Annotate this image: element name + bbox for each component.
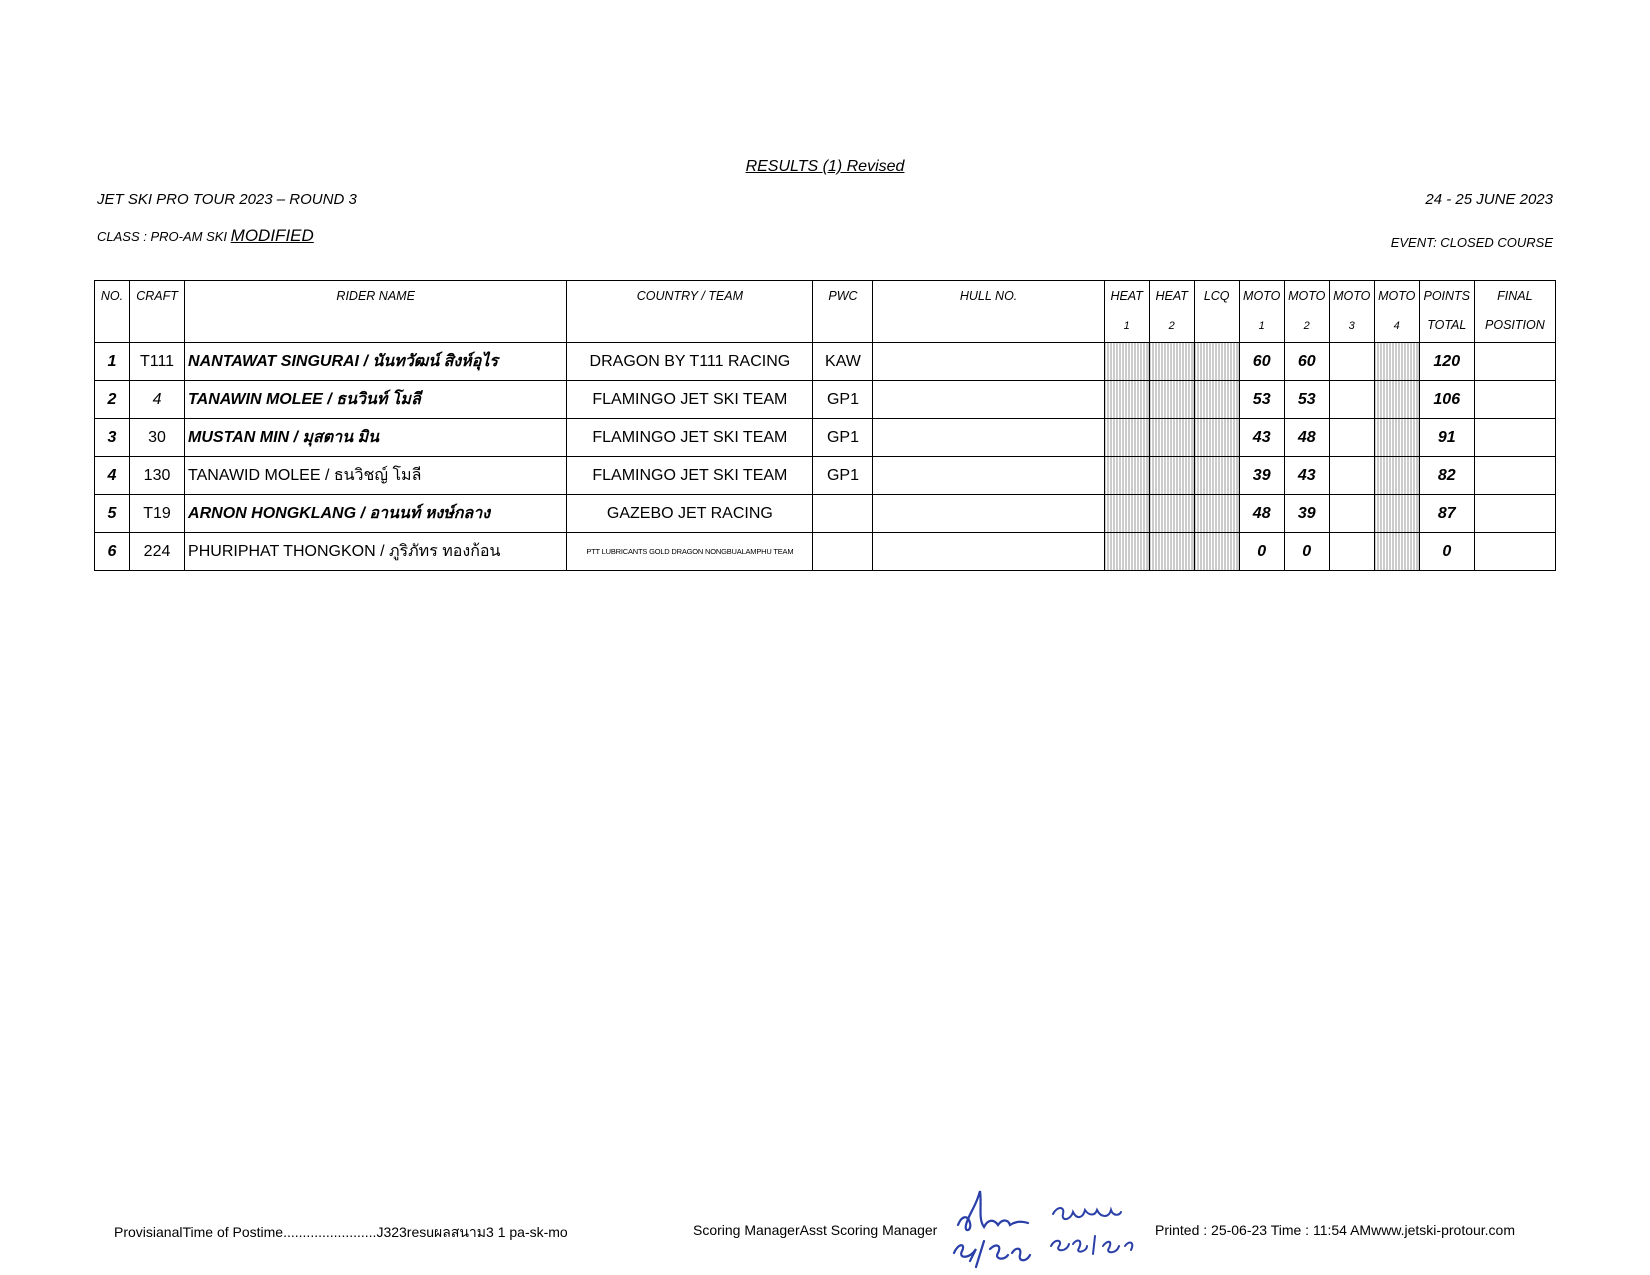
cell-craft: T19 xyxy=(130,495,185,533)
cell-no: 4 xyxy=(95,457,130,495)
col-header-sublabel: 4 xyxy=(1393,320,1400,332)
cell-team: FLAMINGO JET SKI TEAM xyxy=(567,381,813,419)
cell-team: PTT LUBRICANTS GOLD DRAGON NONGBUALAMPHU TEAM xyxy=(567,533,813,571)
table-row xyxy=(95,457,1556,495)
cell-moto-3 xyxy=(1329,533,1374,571)
cell-pwc: GP1 xyxy=(813,457,873,495)
header-row xyxy=(95,281,1556,343)
col-header-label: CRAFT xyxy=(136,289,178,303)
col-header-pwc xyxy=(813,281,873,343)
cell-moto-1: 0 xyxy=(1239,533,1284,571)
col-header-moto-1 xyxy=(1239,281,1284,343)
col-header-label: COUNTRY / TEAM xyxy=(636,289,743,303)
cell-rider-name: MUSTAN MIN / มุสตาน มิน xyxy=(185,419,567,457)
col-header-craft xyxy=(130,281,185,343)
cell-no: 6 xyxy=(95,533,130,571)
col-header-hull-no xyxy=(873,281,1104,343)
col-header-label: NO. xyxy=(100,289,124,303)
col-header-sublabel: 3 xyxy=(1348,320,1355,332)
table-row xyxy=(95,495,1556,533)
col-header-moto-2 xyxy=(1284,281,1329,343)
cell-points-total: 106 xyxy=(1419,381,1474,419)
cell-points-total: 120 xyxy=(1419,343,1474,381)
cell-lcq xyxy=(1194,343,1239,381)
cell-heat-2 xyxy=(1149,457,1194,495)
cell-heat-2 xyxy=(1149,495,1194,533)
cell-craft: 224 xyxy=(130,533,185,571)
results-table xyxy=(94,280,1556,571)
cell-moto-2: 48 xyxy=(1284,419,1329,457)
event-type: EVENT: CLOSED COURSE xyxy=(1390,235,1553,250)
cell-pwc xyxy=(813,533,873,571)
cell-moto-2: 39 xyxy=(1284,495,1329,533)
footer-printed: Printed : 25-06-23 Time : 11:54 AMwww.jetski-protour.com xyxy=(1155,1222,1516,1238)
cell-heat-1 xyxy=(1104,419,1149,457)
cell-hull-no xyxy=(873,533,1104,571)
cell-moto-2: 0 xyxy=(1284,533,1329,571)
cell-no: 2 xyxy=(95,381,130,419)
col-header-label: LCQ xyxy=(1203,289,1230,303)
cell-moto-4 xyxy=(1374,343,1419,381)
cell-moto-4 xyxy=(1374,533,1419,571)
cell-moto-3 xyxy=(1329,457,1374,495)
table-row xyxy=(95,343,1556,381)
cell-moto-1: 60 xyxy=(1239,343,1284,381)
col-header-label: HULL NO. xyxy=(959,289,1018,303)
col-header-label: MOTO xyxy=(1288,289,1326,303)
col-header-label: HEAT xyxy=(1155,289,1188,303)
cell-heat-1 xyxy=(1104,495,1149,533)
results-body xyxy=(95,343,1556,571)
asst-scoring-manager-signature xyxy=(1047,1200,1137,1270)
cell-pwc xyxy=(813,495,873,533)
col-header-heat-2 xyxy=(1149,281,1194,343)
cell-moto-3 xyxy=(1329,381,1374,419)
scoring-manager-signature xyxy=(950,1185,1040,1270)
cell-final-position xyxy=(1474,457,1555,495)
cell-hull-no xyxy=(873,381,1104,419)
cell-rider-name: NANTAWAT SINGURAI / นันทวัฒน์ สิงห์อุไร xyxy=(185,343,567,381)
table-row xyxy=(95,533,1556,571)
cell-team: FLAMINGO JET SKI TEAM xyxy=(567,419,813,457)
cell-heat-1 xyxy=(1104,381,1149,419)
cell-moto-2: 60 xyxy=(1284,343,1329,381)
cell-moto-3 xyxy=(1329,495,1374,533)
cell-lcq xyxy=(1194,533,1239,571)
cell-moto-2: 43 xyxy=(1284,457,1329,495)
cell-craft: T111 xyxy=(130,343,185,381)
cell-rider-name: PHURIPHAT THONGKON / ภูริภัทร ทองก้อน xyxy=(185,533,567,571)
cell-craft: 4 xyxy=(130,381,185,419)
footer-scoring-manager: Scoring ManagerAsst Scoring Manager xyxy=(693,1222,938,1238)
cell-pwc: GP1 xyxy=(813,381,873,419)
event-name: JET SKI PRO TOUR 2023 – ROUND 3 xyxy=(97,191,357,208)
cell-heat-2 xyxy=(1149,419,1194,457)
cell-rider-name: TANAWIN MOLEE / ธนวินท์ โมลี xyxy=(185,381,567,419)
cell-points-total: 87 xyxy=(1419,495,1474,533)
col-header-moto-3 xyxy=(1329,281,1374,343)
col-header-label: FINAL xyxy=(1497,289,1533,303)
cell-moto-1: 53 xyxy=(1239,381,1284,419)
col-header-sublabel: POSITION xyxy=(1485,318,1545,332)
table-row xyxy=(95,419,1556,457)
cell-points-total: 0 xyxy=(1419,533,1474,571)
col-header-sublabel: TOTAL xyxy=(1427,318,1467,332)
col-header-lcq xyxy=(1194,281,1239,343)
cell-team: DRAGON BY T111 RACING xyxy=(567,343,813,381)
cell-moto-1: 43 xyxy=(1239,419,1284,457)
col-header-label: MOTO xyxy=(1243,289,1281,303)
class-line xyxy=(97,226,314,246)
col-header-points-total xyxy=(1419,281,1474,343)
cell-no: 1 xyxy=(95,343,130,381)
cell-craft: 30 xyxy=(130,419,185,457)
cell-final-position xyxy=(1474,419,1555,457)
cell-lcq xyxy=(1194,495,1239,533)
col-header-sublabel: 2 xyxy=(1303,320,1310,332)
class-name: MODIFIED xyxy=(230,226,314,245)
cell-pwc: GP1 xyxy=(813,419,873,457)
cell-points-total: 91 xyxy=(1419,419,1474,457)
cell-final-position xyxy=(1474,381,1555,419)
col-header-final-position xyxy=(1474,281,1555,343)
cell-heat-1 xyxy=(1104,533,1149,571)
document-title: RESULTS (1) Revised xyxy=(745,158,905,175)
cell-heat-1 xyxy=(1104,343,1149,381)
cell-moto-1: 48 xyxy=(1239,495,1284,533)
col-header-sublabel: 1 xyxy=(1123,320,1130,332)
col-header-label: MOTO xyxy=(1333,289,1371,303)
cell-team: GAZEBO JET RACING xyxy=(567,495,813,533)
cell-moto-4 xyxy=(1374,495,1419,533)
cell-rider-name: TANAWID MOLEE / ธนวิชญ์ โมลี xyxy=(185,457,567,495)
cell-heat-1 xyxy=(1104,457,1149,495)
cell-team: FLAMINGO JET SKI TEAM xyxy=(567,457,813,495)
cell-craft: 130 xyxy=(130,457,185,495)
cell-moto-4 xyxy=(1374,457,1419,495)
col-header-label: POINTS xyxy=(1423,289,1471,303)
cell-lcq xyxy=(1194,381,1239,419)
col-header-label: PWC xyxy=(828,289,858,303)
cell-heat-2 xyxy=(1149,343,1194,381)
cell-pwc: KAW xyxy=(813,343,873,381)
cell-hull-no xyxy=(873,457,1104,495)
cell-points-total: 82 xyxy=(1419,457,1474,495)
cell-lcq xyxy=(1194,457,1239,495)
col-header-heat-1 xyxy=(1104,281,1149,343)
cell-moto-4 xyxy=(1374,381,1419,419)
col-header-rider-name xyxy=(185,281,567,343)
cell-final-position xyxy=(1474,495,1555,533)
col-header-no xyxy=(95,281,130,343)
cell-rider-name: ARNON HONGKLANG / อานนท์ หงษ์กลาง xyxy=(185,495,567,533)
col-header-country-team xyxy=(567,281,813,343)
cell-final-position xyxy=(1474,343,1555,381)
footer-provisional: ProvisianalTime of Postime........................J323resuผลสนาม3 1 pa-sk-mo xyxy=(114,1224,568,1240)
cell-moto-1: 39 xyxy=(1239,457,1284,495)
cell-lcq xyxy=(1194,419,1239,457)
class-prefix: CLASS : PRO-AM SKI xyxy=(97,229,228,244)
cell-final-position xyxy=(1474,533,1555,571)
col-header-label: RIDER NAME xyxy=(336,289,415,303)
col-header-sublabel: 1 xyxy=(1258,320,1265,332)
cell-heat-2 xyxy=(1149,381,1194,419)
cell-moto-3 xyxy=(1329,419,1374,457)
event-date: 24 - 25 JUNE 2023 xyxy=(1425,191,1553,208)
cell-moto-2: 53 xyxy=(1284,381,1329,419)
cell-hull-no xyxy=(873,419,1104,457)
cell-no: 3 xyxy=(95,419,130,457)
col-header-moto-4 xyxy=(1374,281,1419,343)
col-header-label: HEAT xyxy=(1110,289,1143,303)
cell-moto-3 xyxy=(1329,343,1374,381)
cell-heat-2 xyxy=(1149,533,1194,571)
col-header-label: MOTO xyxy=(1378,289,1416,303)
table-row xyxy=(95,381,1556,419)
cell-hull-no xyxy=(873,343,1104,381)
col-header-sublabel: 2 xyxy=(1168,320,1175,332)
cell-no: 5 xyxy=(95,495,130,533)
cell-hull-no xyxy=(873,495,1104,533)
cell-moto-4 xyxy=(1374,419,1419,457)
